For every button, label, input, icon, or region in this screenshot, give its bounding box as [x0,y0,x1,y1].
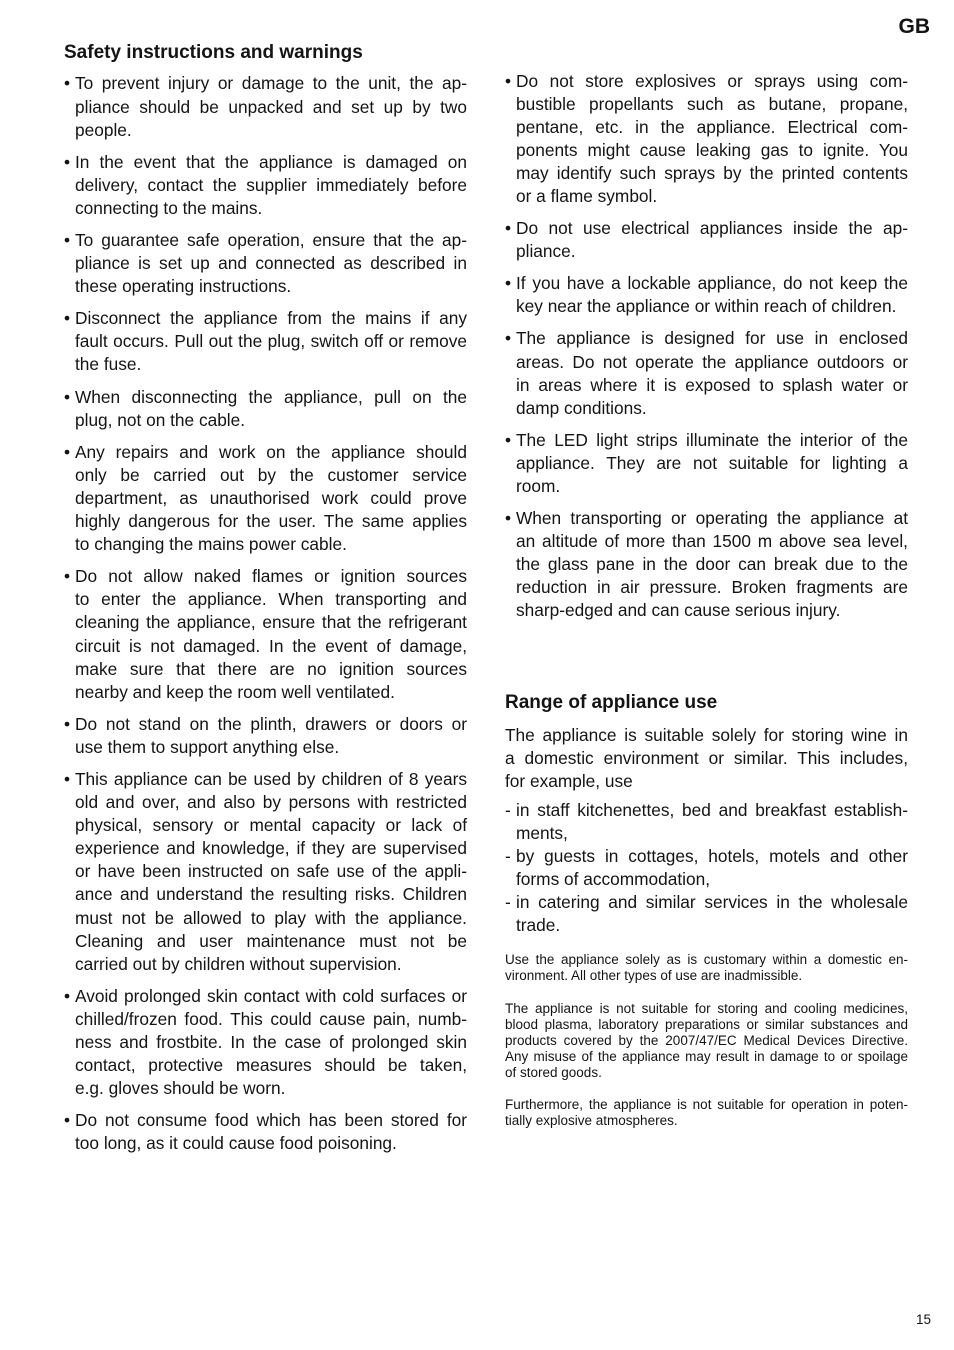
text-line: appliance. They are not suitable for lighting a [516,452,908,473]
text-line: ance and understand the resulting risks. Children [75,884,467,905]
bullet-marker: • [64,73,71,94]
text-line: Any misuse of the appliance may result in damage to or spoilage [505,1048,908,1064]
text-line: delivery, contact the supplier immediately before [75,174,467,195]
text-line: The appliance is suitable solely for storing wine in [505,724,908,745]
text-line: Do not allow naked flames or ignition sources [75,566,467,587]
item-text [516,507,908,622]
text-line: sharp-edged and can cause serious injury. [516,600,841,621]
text-line: cleaning the appliance, ensure that the refrigerant [75,612,467,633]
dash-marker: - [505,799,511,820]
text-line: tially explosive atmospheres. [505,1113,678,1128]
bullet-marker: • [505,70,512,91]
text-line: trade. [516,914,561,935]
text-line: When disconnecting the appliance, pull on the [75,386,467,407]
text-line: bustible propellants such as butane, propane, [516,93,908,114]
text-line: The appliance is not suitable for storing and cooling medicines, [505,1000,908,1016]
text-line: physical, sensory or mental capacity or lack of [75,815,467,836]
text-line: reduction in air pressure. Broken fragments are [516,577,908,598]
safety-warning-item [64,713,467,759]
safety-warning-item [505,507,908,622]
bullet-marker: • [64,1110,71,1131]
note-paragraph [505,952,908,984]
text-line: Do not store explosives or sprays using com- [516,70,908,91]
bullet-marker: • [505,218,512,239]
text-line: The LED light strips illuminate the interior of the [516,429,908,450]
text-line: fault occurs. Pull out the plug, switch off or remove [75,331,467,352]
safety-warning-item [64,72,467,141]
item-text [75,386,467,432]
range-use-item [505,845,908,891]
range-use-item [505,891,908,937]
text-line: Avoid prolonged skin contact with cold surfaces or [75,985,467,1006]
bullet-marker: • [505,508,512,529]
text-line: e.g. gloves should be worn. [75,1078,286,1099]
text-line: blood plasma, laboratory preparations or similar substances and [505,1016,908,1032]
text-line: or a flame symbol. [516,185,658,206]
item-text [75,565,467,704]
text-line: old and over, and also by persons with restricted [75,792,467,813]
safety-warning-item [64,229,467,298]
bullet-marker: • [505,273,512,294]
item-text [516,845,908,891]
text-line: forms of accommodation, [516,868,711,889]
safety-warning-item [64,565,467,704]
text-line: make sure that there are no ignition sources [75,658,467,679]
item-text [75,307,467,376]
item-text [75,151,467,220]
text-line: Do not stand on the plinth, drawers or doors or [75,713,467,734]
range-uses-list [505,799,908,938]
text-line: pliance should be unpacked and set up by two [75,96,467,117]
text-line: areas. Do not operate the appliance outdoors or [516,351,908,372]
item-text [516,70,908,209]
note-paragraph [505,1001,908,1081]
page-number: 15 [916,1312,932,1327]
language-code: GB [898,15,930,38]
bullet-marker: • [64,308,71,329]
text-line: ments, [516,822,568,843]
safety-warning-item [505,217,908,263]
text-line: When transporting or operating the appliance at [516,508,908,529]
safety-warning-item [505,429,908,498]
text-line: these operating instructions. [75,276,292,297]
text-line: ness and frostbite. In the case of prolonged skin [75,1032,467,1052]
item-text [75,985,467,1100]
range-notes [505,952,908,1146]
text-line: damp conditions. [516,397,647,418]
text-line: Furthermore, the appliance is not suitable for operation in poten- [505,1097,908,1112]
text-line: carried out by children without supervision. [75,953,402,974]
text-line: plug, not on the cable. [75,409,246,430]
text-line: an altitude of more than 1500 m above sea level, [516,531,908,552]
safety-warning-item [505,272,908,318]
item-text [516,217,908,263]
text-line: of stored goods. [505,1064,602,1080]
text-line: in catering and similar services in the wholesale [516,891,908,912]
text-line: the fuse. [75,354,142,375]
text-line: products covered by the 2007/47/EC Medical Devices Directive. [505,1032,908,1048]
bullet-marker: • [64,151,71,172]
text-line: experience and knowledge, if they are supervised [75,838,467,859]
text-line: pliance is set up and connected as described in [75,253,467,274]
safety-list-left-column [64,72,467,1164]
item-text [75,768,467,976]
text-line: ponents might cause leaking gas to ignite. You [516,139,908,160]
item-text [516,429,908,498]
text-line: to changing the mains power cable. [75,534,347,555]
text-line: by guests in cottages, hotels, motels and other [516,845,908,866]
text-line: pentane, etc. in the appliance. Electrical com- [516,116,908,137]
safety-warning-item [64,441,467,556]
range-use-item [505,799,908,845]
text-line: too long, as it could cause food poisoning. [75,1133,397,1154]
text-line: for example, use [505,770,633,791]
text-line: room. [516,476,561,496]
text-line: highly dangerous for the user. The same applies [75,511,467,532]
text-line: Cleaning and user maintenance must not be [75,930,467,951]
text-line: To prevent injury or damage to the unit, the ap- [75,73,467,94]
safety-warning-item [64,768,467,976]
text-line: Do not use electrical appliances inside the ap- [516,218,908,239]
item-text [516,272,908,318]
text-line: in staff kitchenettes, bed and breakfast establish- [516,799,908,820]
safety-list-right-column [505,70,908,632]
text-line: to enter the appliance. When transporting and [75,589,467,610]
item-text [75,229,467,298]
item-text [75,441,467,556]
text-line: people. [75,119,132,140]
safety-warning-item [64,386,467,432]
bullet-marker: • [64,713,71,734]
item-text [516,799,908,845]
text-line: vironment. All other types of use are inadmissible. [505,968,803,983]
text-line: pliance. [516,241,576,262]
text-line: department, as unauthorised work could prove [75,487,467,508]
dash-marker: - [505,891,511,912]
text-line: circuit is not damaged. In the event of damage, [75,635,467,656]
text-line: If you have a lockable appliance, do not keep the [516,273,908,294]
text-line: a domestic environment or similar. This includes, [505,747,908,768]
text-line: Any repairs and work on the appliance should [75,441,467,462]
bullet-marker: • [64,441,71,462]
safety-warning-item [505,327,908,419]
item-text [75,1109,467,1155]
text-line: To guarantee safe operation, ensure that the ap- [75,230,467,250]
text-line: chilled/frozen food. This could cause pain, numb- [75,1008,467,1029]
bullet-marker: • [64,566,71,587]
safety-warning-item [64,151,467,220]
dash-marker: - [505,845,511,866]
text-line: the glass pane in the door can break due to the [516,554,908,575]
note-paragraph [505,1097,908,1129]
text-line: Do not consume food which has been stored for [75,1110,467,1131]
bullet-marker: • [505,429,512,450]
text-line: or have been instructed on safe use of the appli- [75,861,467,882]
safety-warning-item [64,307,467,376]
item-text [516,891,908,937]
text-line: nearby and keep the room well ventilated. [75,681,395,702]
text-line: only be carried out by the customer service [75,464,467,485]
safety-warning-item [64,1109,467,1155]
text-line: connecting to the mains. [75,197,263,218]
item-text [516,327,908,419]
section-heading-safety: Safety instructions and warnings [64,41,363,63]
text-line: Use the appliance solely as is customary within a domestic en- [505,952,908,967]
text-line: key near the appliance or within reach of children. [516,296,897,317]
text-line: contact, protective measures should be taken, [75,1055,467,1076]
text-line: This appliance can be used by children of 8 years [75,768,467,789]
bullet-marker: • [64,230,71,250]
text-line: must not be allowed to play with the appliance. [75,907,467,928]
text-line: may identify such sprays by the printed contents [516,162,908,183]
section-heading-range: Range of appliance use [505,691,718,713]
text-line: in areas where it is exposed to splash water or [516,374,908,395]
bullet-marker: • [64,985,71,1006]
safety-warning-item [505,70,908,209]
item-text [75,713,467,759]
bullet-marker: • [505,328,512,349]
text-line: In the event that the appliance is damaged on [75,151,467,172]
text-line: Disconnect the appliance from the mains if any [75,308,467,329]
safety-warning-item [64,985,467,1100]
bullet-marker: • [64,768,71,789]
text-line: use them to support anything else. [75,736,340,757]
item-text [75,72,467,141]
text-line: The appliance is designed for use in enclosed [516,328,908,349]
range-intro-paragraph [505,724,908,793]
bullet-marker: • [64,386,71,407]
